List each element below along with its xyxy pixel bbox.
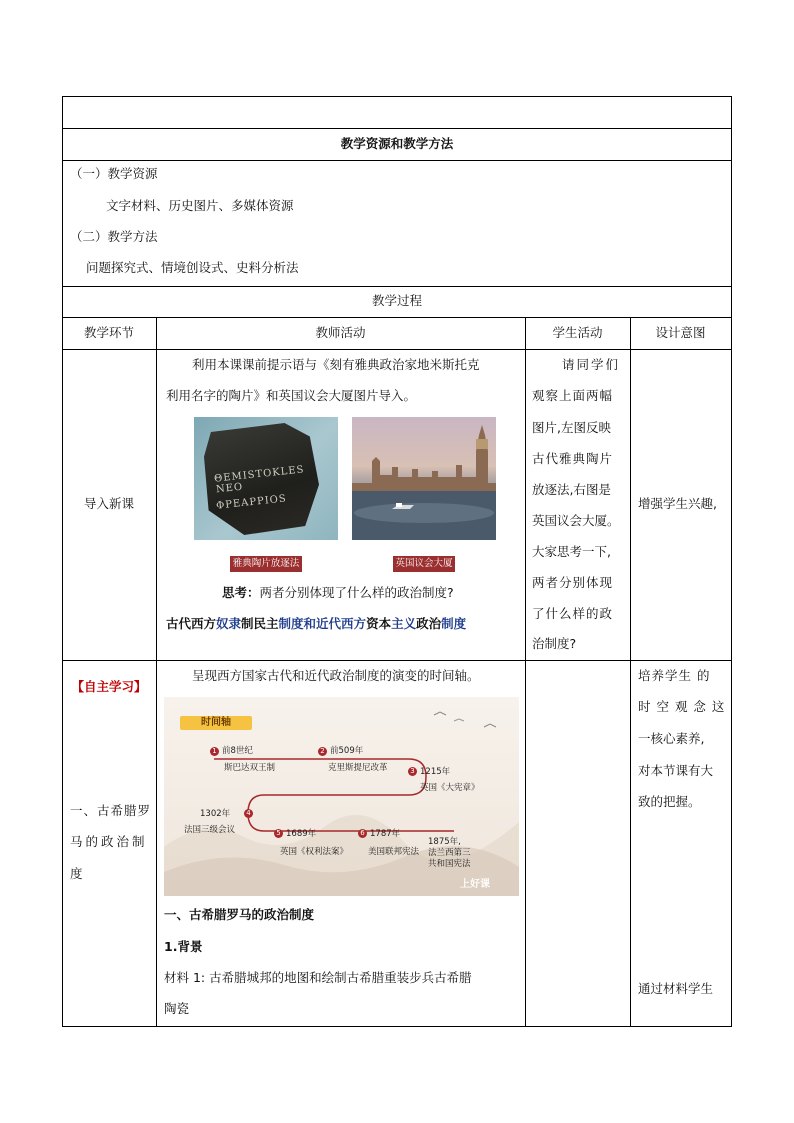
timeline-date: 1787年: [370, 829, 401, 839]
answer-part: 奴隶: [216, 616, 242, 631]
timeline-final-line: 法兰西第三: [428, 848, 471, 858]
image-caption-ostracon: 雅典陶片放逐法: [230, 556, 302, 572]
teacher-text-line: 利用名字的陶片》和英国议会大厦图片导入。: [166, 388, 417, 403]
section-heading-resources: 教学资源和教学方法: [340, 136, 454, 151]
table-rule: [62, 349, 732, 350]
answer-part: 资本: [366, 616, 392, 631]
answer-part: 主义: [391, 616, 417, 631]
table-rule: [62, 160, 732, 161]
student-text-line: 请同学们: [562, 357, 621, 372]
parliament-silhouette: [352, 417, 496, 540]
answer-part: 制民主: [241, 616, 279, 631]
timeline-label: 斯巴达双王制: [224, 763, 276, 773]
background-title: 1.背景: [164, 939, 203, 954]
image-caption-parliament: 英国议会大厦: [393, 556, 455, 572]
timeline-dot: 4: [244, 809, 253, 818]
timeline-watermark: 上好课: [460, 879, 490, 890]
intent-intro: 增强学生兴趣,: [638, 496, 717, 511]
student-text-line: 观察上面两幅: [532, 388, 614, 403]
column-header-intent: 设计意图: [655, 325, 706, 340]
table-border-top: [62, 96, 732, 97]
column-header-teacher: 教师活动: [315, 325, 366, 340]
timeline-date: 前8世纪: [222, 746, 253, 756]
table-rule: [62, 128, 732, 129]
stage-intro: 导入新课: [83, 496, 134, 511]
intent-line: 时 空 观 念 这: [638, 699, 726, 714]
methods-text: 问题探究式、情境创设式、史料分析法: [86, 260, 299, 275]
timeline-final-line: 共和国宪法: [428, 859, 471, 869]
table-border-bottom: [62, 1026, 732, 1027]
student-text-line: 图片,左图反映: [532, 420, 611, 435]
timeline-dot: 3: [408, 767, 417, 776]
stage-title-line: 一、古希腊罗: [70, 803, 152, 818]
column-divider: [525, 317, 526, 1027]
intent-line: 培养学生 的: [638, 668, 711, 683]
stage-title-line: 马的政治制: [70, 834, 148, 849]
section-title-greek-roman: 一、古希腊罗马的政治制度: [164, 907, 315, 922]
timeline-label: 英国《大宪章》: [420, 783, 480, 793]
sub-heading-resources: （一）教学资源: [70, 166, 158, 181]
material-line: 材料 1: 古希腊城邦的地图和绘制古希腊重装步兵古希腊: [164, 970, 472, 985]
intent-line: 对本节课有大: [638, 763, 714, 778]
stage-tag-self-study: 【自主学习】: [71, 679, 147, 694]
table-rule: [62, 317, 732, 318]
student-text-line: 两者分别体现: [532, 575, 614, 590]
think-label: 思考：: [222, 585, 260, 600]
column-divider: [630, 317, 631, 1027]
timeline-label: 法国三级会议: [184, 825, 236, 835]
timeline-intro-text: 呈现西方国家古代和近代政治制度的演变的时间轴。: [192, 668, 480, 683]
timeline-date: 前509年: [330, 746, 364, 756]
column-header-student: 学生活动: [552, 325, 603, 340]
timeline-date: 1302年: [200, 809, 231, 819]
think-text: 两者分别体现了什么样的政治制度?: [259, 585, 454, 600]
student-text-line: 放逐法,右图是: [532, 482, 611, 497]
timeline-date: 1689年: [286, 829, 317, 839]
timeline-date: 1215年: [420, 767, 451, 777]
intent-line-bottom: 通过材料学生: [638, 981, 714, 996]
timeline-dot: 5: [274, 829, 283, 838]
stage-title-line: 度: [70, 866, 83, 881]
timeline-final-line: 1875年,: [428, 837, 461, 847]
timeline-label: 克里斯提尼改革: [328, 763, 388, 773]
athens-ostracon-image: [194, 417, 338, 540]
intro-answer: [166, 616, 466, 632]
ostracon-inscription: ΦPEAPPIOS: [215, 493, 288, 512]
table-rule: [62, 286, 732, 287]
teacher-text-line: 利用本课课前提示语与《刻有雅典政治家地米斯托克: [192, 357, 480, 372]
sub-heading-methods: （二）教学方法: [70, 229, 158, 244]
answer-part: 制度: [441, 616, 467, 631]
answer-part: 政治: [416, 616, 442, 631]
resources-text: 文字材料、历史图片、多媒体资源: [106, 198, 294, 213]
column-divider: [156, 317, 157, 1027]
table-border-right: [731, 96, 732, 1027]
answer-part: 制度和近代西方: [278, 616, 367, 631]
student-text-line: 治制度?: [532, 636, 577, 651]
ostracon-inscription: ΘEMISTOKLES: [213, 464, 305, 485]
intent-line: 一核心素养,: [638, 731, 705, 746]
ostracon-inscription: NEO: [215, 481, 244, 496]
column-header-stage: 教学环节: [83, 325, 134, 340]
timeline-badge: 时间轴: [180, 716, 252, 730]
material-line: 陶瓷: [164, 1001, 190, 1016]
think-question: [222, 585, 454, 601]
timeline-dot: 1: [210, 747, 219, 756]
timeline-label: 英国《权利法案》: [280, 847, 349, 857]
timeline-dot: 2: [318, 747, 327, 756]
student-text-line: 英国议会大厦。: [532, 513, 620, 528]
intent-line: 致的把握。: [638, 794, 701, 809]
table-border-left: [62, 96, 63, 1027]
section-heading-process: 教学过程: [371, 293, 422, 308]
student-text-line: 了什么样的政: [532, 606, 614, 621]
timeline-image: [164, 697, 519, 896]
student-text-line: 大家思考一下,: [532, 544, 611, 559]
parliament-image: [352, 417, 496, 540]
timeline-dot: 6: [358, 829, 367, 838]
student-text-line: 古代雅典陶片: [532, 451, 614, 466]
timeline-label: 美国联邦宪法: [368, 847, 420, 857]
table-rule: [62, 660, 732, 661]
answer-part: 古代西方: [166, 616, 217, 631]
